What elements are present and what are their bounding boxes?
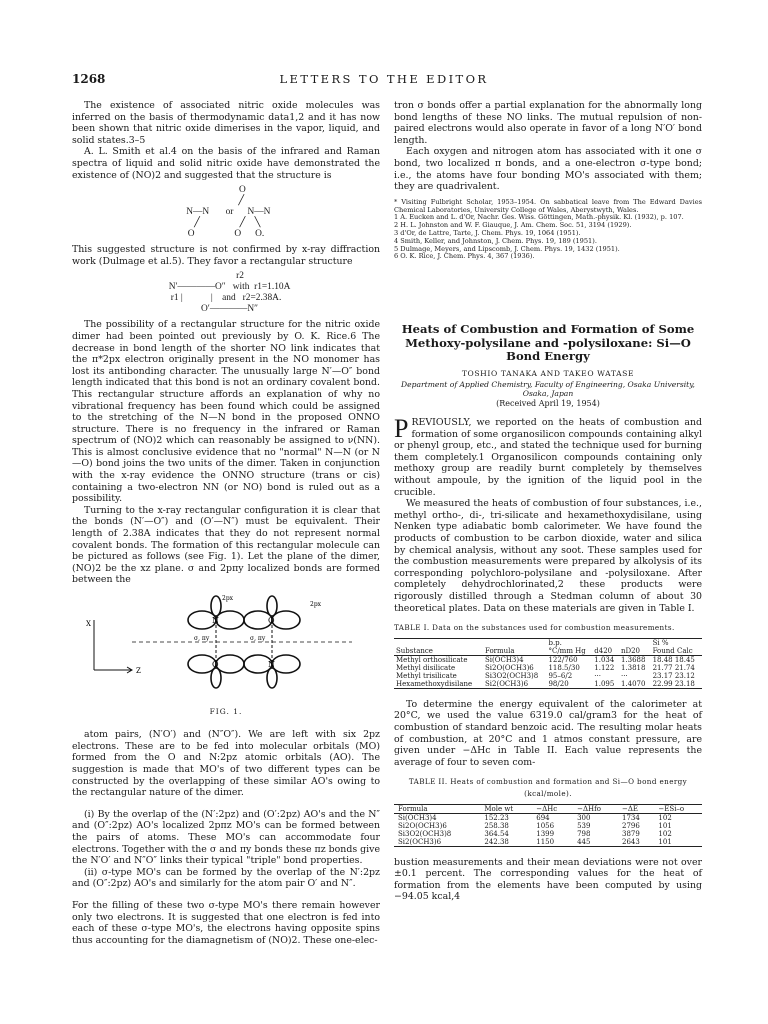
paragraph: Turning to the x-ray rectangular configuration it is clear that the bonds (N′—O″) and (O′—N″) must be equivalent. Their length of 2.38A indicates that they do not represent normal covalent bonds. The formation of this rectangular molecule can be pictured as follows (see Fig. 1). Let the plane of the dimer, (NO)2 be the xz plane. σ and 2pπy localized bonds are formed between the — [72, 504, 380, 586]
footnote: 5 Dulmage, Meyers, and Lipscomb, J. Chem. Phys. 19, 1432 (1951). — [394, 244, 620, 253]
atom-label-o: O — [212, 660, 219, 669]
column-header: −ΔE — [622, 804, 639, 813]
bond-label: σ, πy — [250, 635, 266, 642]
figure-1 — [72, 592, 380, 704]
table-header-row — [394, 647, 702, 656]
column-header: −ESi–o — [658, 804, 685, 813]
paragraph: bustion measurements and their mean deviations were not over ±0.1 percent. The corresponding values for the heat of formation from the elements have been computed by using −94.05 kcal,4 — [394, 856, 702, 903]
table-1-caption: TABLE I. Data on the substances used for combustion measurements. — [394, 623, 675, 633]
footnote: 3 d'Or, de Lattre, Tarte, J. Chem. Phys. 19, 1064 (1951). — [394, 228, 581, 237]
received-date: (Received April 19, 1954) — [496, 398, 600, 408]
table-row: Si(OCH3)4 152.23 694 300 1734 102 — [398, 813, 672, 822]
paragraph: atom pairs, (N′O′) and (N″O″). We are left with six 2pz electrons. These are to be fed into molecular orbitals (MO) formed from the O and N:2pz atomic orbitals (AO). The suggestion is made that MO's of two different types can be constructed by the overlapping of these similar AO's owing to the rectangular nature of the dimer. — [72, 729, 380, 799]
running-head: LETTERS TO THE EDITOR — [279, 72, 489, 86]
structure-diagram-rectangular: r2 N′————O″ with r1=1.10A r1 | | and r2=2.38A. O′————N″ — [168, 271, 291, 315]
footnotes — [394, 199, 702, 261]
table-row: Si2O(OCH3)6 258.38 1056 539 2796 101 — [398, 821, 672, 830]
table-2-caption: TABLE II. Heats of combustion and formation and Si—O bond energy (kcal/mole). — [408, 777, 688, 798]
paragraph: The existence of associated nitric oxide molecules was inferred on the basis of thermodynamic data1,2 and it has now been shown that nitric oxide dimerises in the vapor, liquid, and solid states.3–5 — [72, 100, 380, 146]
atom-label-o: O — [268, 616, 275, 625]
article-title: Heats of Combustion and Formation of Some Methoxy-polysilane and -polysiloxane: Si—O Bond Energy — [401, 322, 695, 364]
table-header-row: b.p. Si % — [394, 638, 702, 647]
article-affiliation: Department of Applied Chemistry, Faculty of Engineering, Osaka University, Osaka, Japan — [401, 379, 695, 398]
column-header: nD20 — [620, 646, 640, 655]
table-row: Methyl disilicate Si2O(OCH3)6 118.5/30 1.122 1.3818 21.77 21.74 — [396, 663, 695, 672]
column-header: d420 — [594, 646, 613, 655]
table-1 — [394, 638, 702, 689]
paragraph: (i) By the overlap of the (N′:2pz) and (O′:2pz) AO's and the N″ and (O″:2pz) AO's localized 2pπz MO's can be formed between the pairs of atoms. These MO's can accommodate four electrons. Together with the σ and πy bonds these πz bonds give the N′O′ and N″O″ links their typical "triple" bond properties. — [72, 808, 380, 867]
paragraph-lead — [394, 414, 702, 498]
article-authors: TOSHIO TANAKA AND TAKEO WATASE — [461, 368, 635, 378]
figure-caption: FIG. 1. — [209, 706, 243, 716]
atom-label-n: N — [268, 660, 275, 669]
orbital-label: 2px — [222, 595, 234, 602]
footnote: 1 A. Eucken and L. d'Or, Nachr. Ges. Wiss. Göttingen, Math.-physik. Kl. (1932), p. 107. — [394, 213, 684, 222]
table-2 — [394, 804, 702, 847]
paragraph: We measured the heats of combustion of four substances, i.e., methyl ortho-, di-, tri-silicate and hexamethoxydisilane, using Nenken type adiabatic bomb calorimeter. We have found the products of combustion to be carbon dioxide, water and silica by chemical analysis, without any soot. These samples used for the combustion measurements were prepared by alkolysis of its corresponding polychloro-polysilane and -polysiloxane. After completely dehydrochlorinated,2 these products were rigorously distilled through a Stedman column of about 30 theoretical plates. Data on these materials are given in Table I. — [394, 498, 702, 614]
page-number: 1268 — [72, 72, 106, 86]
footnote: 6 O. K. Rice, J. Chem. Phys. 4, 367 (1936). — [394, 252, 535, 261]
right-column — [394, 100, 702, 903]
table-row: Si2(OCH3)6 242.38 1150 445 2643 101 — [394, 838, 702, 847]
column-header: °C/mm Hg — [548, 646, 586, 655]
paragraph: A. L. Smith et al.4 on the basis of the infrared and Raman spectra of liquid and solid nitric oxide have demonstrated the existence of (NO)2 and suggested that the structure is — [72, 146, 380, 181]
axis-label-x: X — [86, 620, 91, 628]
paragraph: This suggested structure is not confirmed by x-ray diffraction work (Dulmage et al.5). They favor a rectangular structure — [72, 244, 380, 267]
column-header: −ΔHc — [536, 804, 558, 813]
left-column — [72, 100, 380, 946]
footnote: 4 Smith, Keller, and Johnston, J. Chem. Phys. 19, 189 (1951). — [394, 236, 597, 245]
structure-diagram-onno: O ╱ N—N or N—N ╱ ╱ ╲ O O O. — [186, 185, 271, 240]
footnote: * Visiting Fulbright Scholar, 1953–1954. On sabbatical leave from The Edward Davies Chemical Laboratories, University College of Wales, Aberystwyth, Wales. — [394, 197, 702, 214]
table-row: Methyl trisilicate Si3O2(OCH3)8 95–6/2 ··· ··· 23.17 23.12 — [396, 671, 695, 680]
paragraph-text: REVIOUSLY, we reported on the heats of combustion and formation of some organosilicon compounds containing alkyl or phenyl group, etc., and stated the technique used for burning them completely.1 Organosilicon compounds containing only methoxy group are readily burnt completely by themselves without ampoule, by the ignition of the liquid pool in the crucible. — [394, 417, 702, 498]
paragraph: The possibility of a rectangular structure for the nitric oxide dimer had been pointed out previously by O. K. Rice.6 The decrease in bond length of the shorter NO link indicates that the π*2px electron originally present in the NO monomer has lost its antibonding character. The unusually large N′—O″ bond length indicated that this bond is not an ordinary covalent bond. This rectangular structure affords an explanation of why no vibrational frequency has been found which could be assigned to the stretching of the N—N bond in the proposed ONNO structure. There is no frequency in the infrared or Raman spectrum of (NO)2 which can reasonably be assigned to ν(NN). This is almost conclusive evidence that no "normal" N—N (or N—O) bond joins the two units of the dimer. Taken in conjunction with the x-ray evidence the ONNO structure (trans or cis) containing a two-electron NN (or NO) bond is ruled out as a possibility. — [72, 319, 380, 505]
column-header: Formula — [484, 646, 515, 655]
table-row: Si3O2(OCH3)8 364.54 1399 798 3879 102 — [398, 829, 672, 838]
bond-label: σ, πy — [194, 635, 210, 642]
column-header: Mole wt — [484, 804, 514, 813]
column-header: Substance — [396, 646, 433, 655]
table-row: Hexamethoxydisilane Si2(OCH3)6 98/20 1.095 1.4070 22.99 23.18 — [394, 680, 702, 689]
atom-label-n: N — [212, 616, 219, 625]
paragraph: tron σ bonds offer a partial explanation for the abnormally long bond lengths of these NO links. The mutual repulsion of non-paired electrons would also operate in favor of a long N′O′ bond length. — [394, 100, 702, 146]
paragraph: To determine the energy equivalent of the calorimeter at 20°C, we used the value 6319.0 cal/gram3 for the heat of combustion of standard benzoic acid. The resulting molar heats of combustion, at 20°C and 1 atmos constant pressure, are given under −ΔHc in Table II. Each value represents the average of four to seven com- — [394, 698, 702, 768]
axis-label-z: Z — [136, 667, 141, 675]
paragraph: (ii) σ-type MO's can be formed by the overlap of the N′:2pz and (O″:2pz) AO's and similarly for the atom pair O′ and N″. — [72, 866, 380, 890]
table-row: Methyl orthosilicate Si(OCH3)4 122/760 1.034 1.3688 18.48 18.45 — [396, 655, 695, 664]
table-header-row — [394, 804, 702, 813]
drop-cap: P — [394, 414, 409, 444]
footnote: 2 H. L. Johnston and W. F. Giauque, J. Am. Chem. Soc. 51, 3194 (1929). — [394, 221, 632, 230]
column-header: Formula — [398, 804, 428, 813]
paragraph: Each oxygen and nitrogen atom has associated with it one σ bond, two localized π bonds, and a one-electron σ-type bond; i.e., the atoms have four bonding MO's associated with them; they are quadrivalent. — [394, 146, 702, 193]
column-header: −ΔHfo — [577, 804, 601, 813]
orbital-label: 2px — [310, 601, 322, 608]
column-header: Found Calc — [652, 646, 693, 655]
orbital-diagram — [72, 592, 372, 700]
paragraph: For the filling of these two σ-type MO's there remain however only two electrons. It is suggested that one electron is fed into each of these σ-type MO's, the electrons having opposite spins thus accounting for the diamagnetism of (NO)2. These one-elec- — [72, 899, 380, 946]
